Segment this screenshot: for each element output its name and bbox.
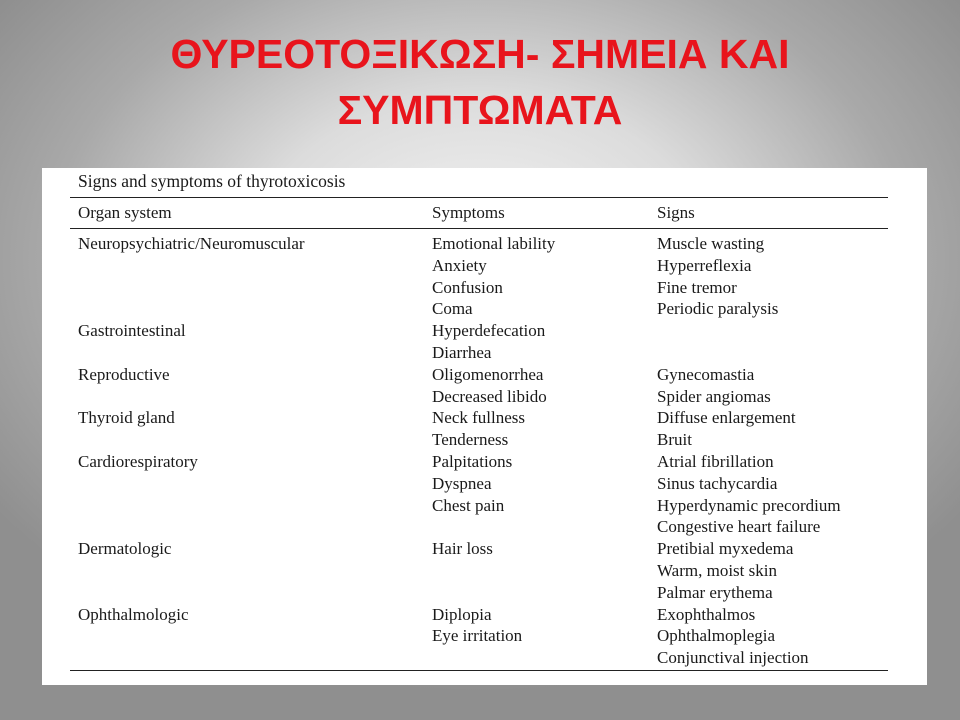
table-row xyxy=(42,496,927,518)
header-symptoms: Symptoms xyxy=(432,203,505,222)
slide-title xyxy=(0,26,960,138)
organ-system-cell: Ophthalmologic xyxy=(78,604,189,624)
table-row xyxy=(42,648,927,670)
symptom-cell: Eye irritation xyxy=(432,626,523,646)
organ-system-cell: Cardiorespiratory xyxy=(78,452,198,471)
slide-title-line-2: ΣΥΜΠΤΩΜΑΤΑ xyxy=(337,87,623,133)
symptom-cell: Emotional lability xyxy=(432,234,556,253)
symptom-cell: Coma xyxy=(432,299,473,319)
symptom-cell: Hyperdefecation xyxy=(432,321,546,341)
table-row xyxy=(42,234,927,256)
sign-cell: Pretibial myxedema xyxy=(657,539,794,559)
organ-system-cell: Neuropsychiatric/Neuromuscular xyxy=(78,234,305,253)
table-row xyxy=(42,343,927,365)
table-row xyxy=(42,517,927,539)
symptom-cell: Palpitations xyxy=(432,452,513,471)
table-row xyxy=(42,256,927,278)
table-row xyxy=(42,387,927,409)
symptom-cell: Diarrhea xyxy=(432,343,492,362)
sign-cell: Hyperdynamic precordium xyxy=(657,495,841,515)
symptom-cell: Tenderness xyxy=(432,430,509,450)
symptom-cell: Neck fullness xyxy=(432,408,526,428)
sign-cell: Spider angiomas xyxy=(657,386,771,406)
organ-system-cell: Thyroid gland xyxy=(78,408,175,428)
symptom-cell: Oligomenorrhea xyxy=(432,364,544,384)
symptom-cell: Confusion xyxy=(432,277,503,297)
symptom-cell: Anxiety xyxy=(432,255,487,275)
table-caption: Signs and symptoms of thyrotoxicosis xyxy=(78,171,346,191)
sign-cell: Diffuse enlargement xyxy=(657,408,796,428)
sign-cell: Periodic paralysis xyxy=(657,299,779,319)
symptom-cell: Chest pain xyxy=(432,495,505,515)
table-row xyxy=(42,365,927,387)
table-row xyxy=(42,408,927,430)
sign-cell: Ophthalmoplegia xyxy=(657,626,776,646)
symptom-cell: Hair loss xyxy=(432,539,493,559)
table-top-rule xyxy=(70,197,888,198)
symptom-cell: Diplopia xyxy=(432,604,492,624)
header-rule xyxy=(70,228,888,229)
sign-cell: Warm, moist skin xyxy=(657,561,777,580)
table-row xyxy=(42,626,927,648)
table-row xyxy=(42,539,927,561)
organ-system-cell: Gastrointestinal xyxy=(78,321,186,341)
table-row xyxy=(42,299,927,321)
table-bottom-rule xyxy=(70,670,888,671)
header-organ-system: Organ system xyxy=(78,203,172,222)
sign-cell: Muscle wasting xyxy=(657,234,765,253)
sign-cell: Bruit xyxy=(657,430,692,450)
sign-cell: Atrial fibrillation xyxy=(657,452,774,471)
sign-cell: Sinus tachycardia xyxy=(657,473,778,493)
table-row xyxy=(42,452,927,474)
symptom-cell: Decreased libido xyxy=(432,386,547,406)
table-row xyxy=(42,561,927,583)
table-row xyxy=(42,321,927,343)
table-row xyxy=(42,474,927,496)
table-row xyxy=(42,605,927,627)
symptom-cell: Dyspnea xyxy=(432,473,492,493)
header-signs: Signs xyxy=(657,203,695,222)
sign-cell: Fine tremor xyxy=(657,277,737,297)
sign-cell: Congestive heart failure xyxy=(657,517,821,537)
organ-system-cell: Dermatologic xyxy=(78,539,172,559)
table-row xyxy=(42,430,927,452)
table-row xyxy=(42,278,927,300)
sign-cell: Palmar erythema xyxy=(657,582,773,602)
sign-cell: Conjunctival injection xyxy=(657,648,809,668)
slide-title-line-1: ΘΥΡΕΟΤΟΞΙΚΩΣΗ- ΣΗΜΕΙΑ ΚΑΙ xyxy=(170,31,790,77)
sign-cell: Gynecomastia xyxy=(657,364,755,384)
table-row xyxy=(42,583,927,605)
organ-system-cell: Reproductive xyxy=(78,364,170,384)
sign-cell: Exophthalmos xyxy=(657,604,756,624)
symptoms-table xyxy=(42,168,927,685)
sign-cell: Hyperreflexia xyxy=(657,255,752,275)
